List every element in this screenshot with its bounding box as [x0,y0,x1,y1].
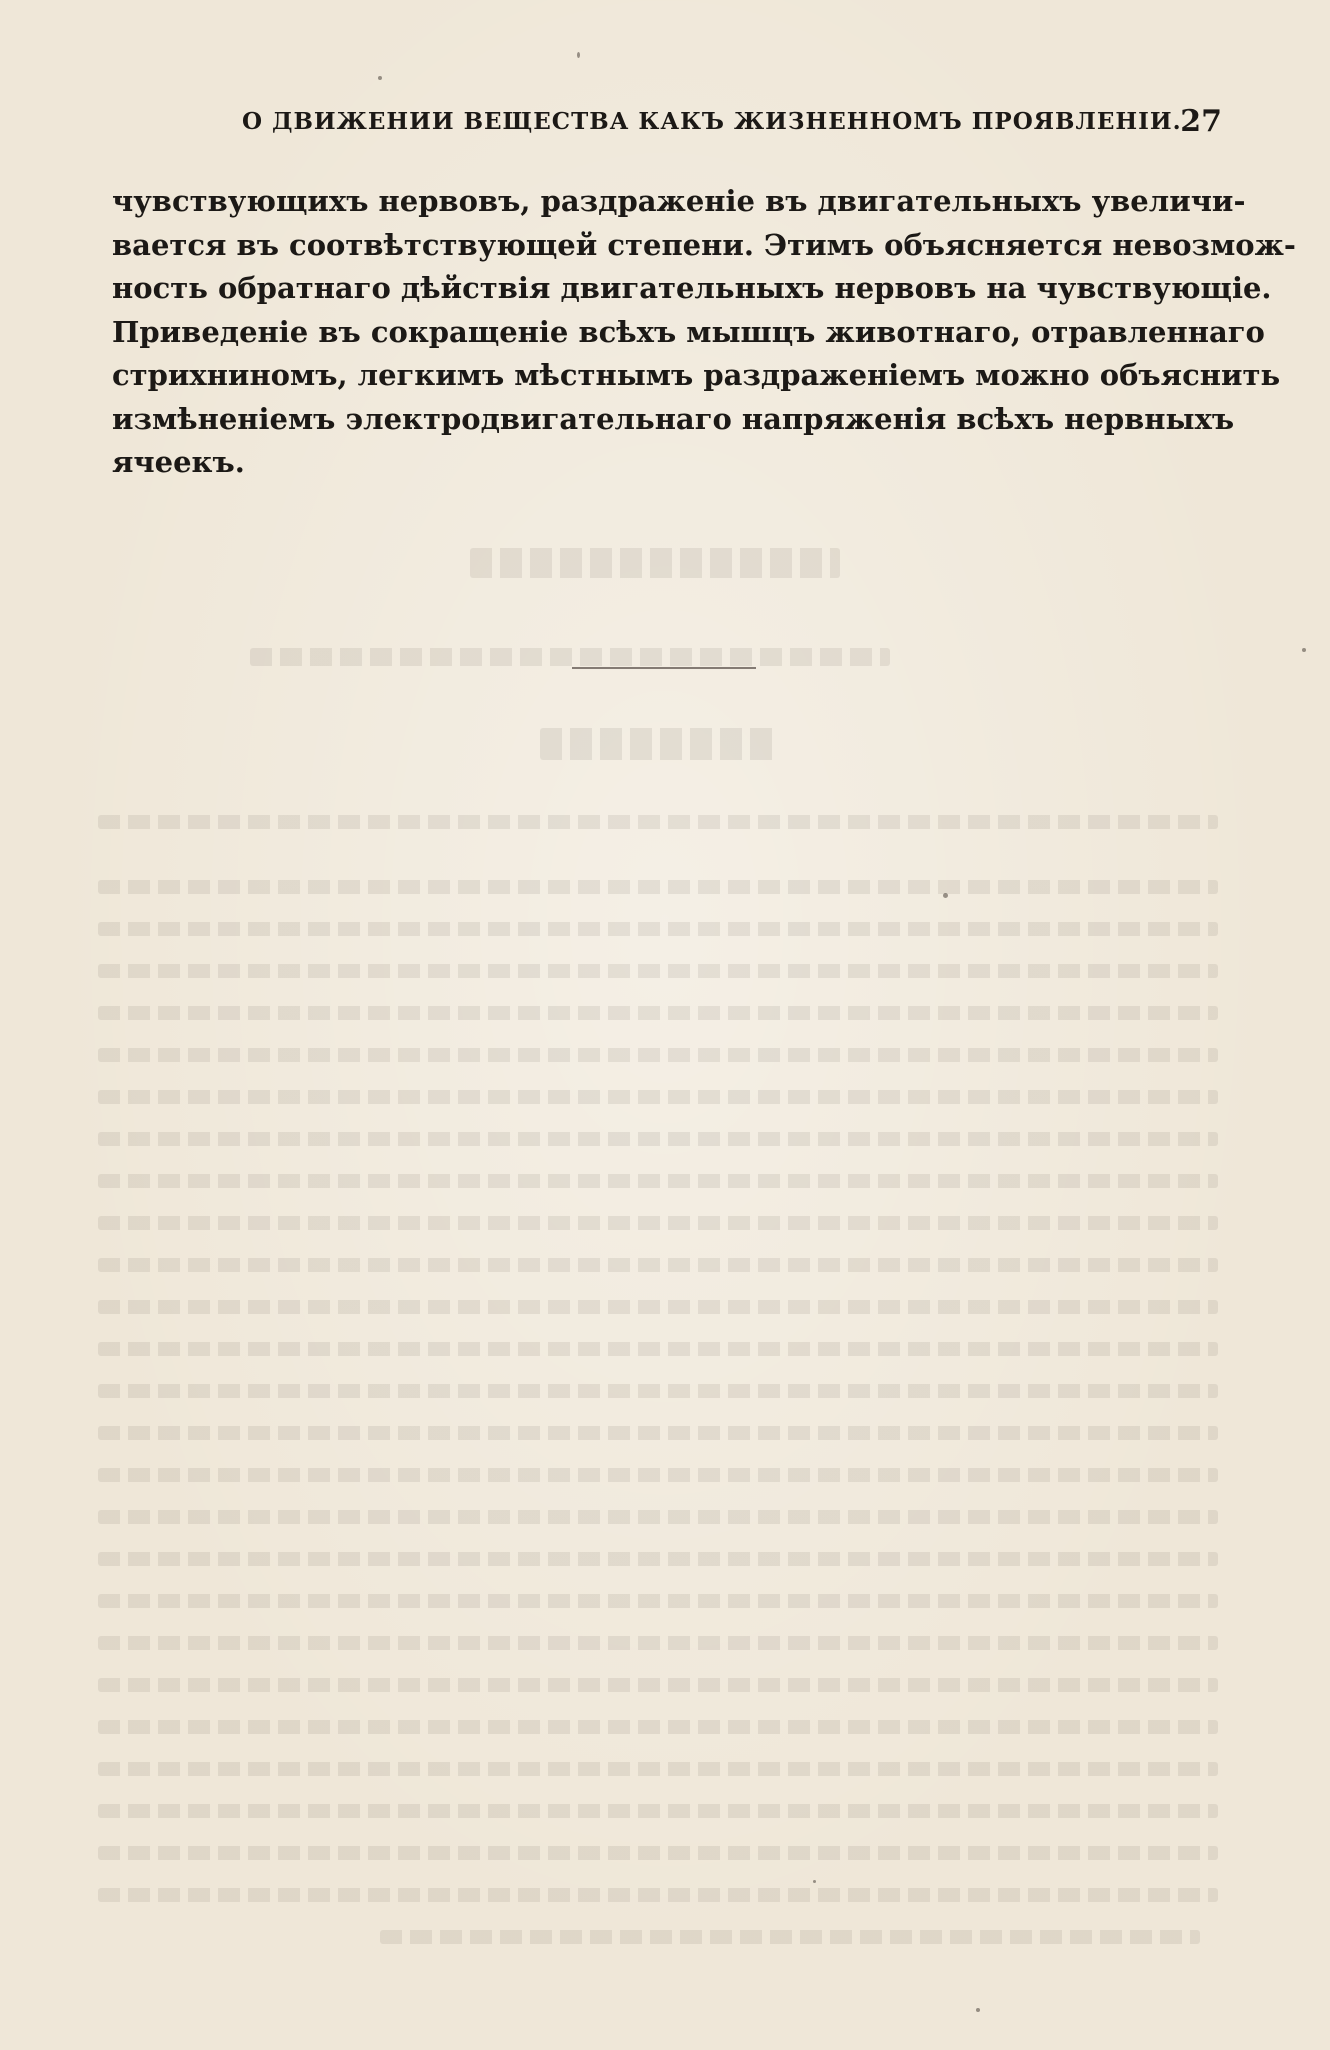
text-line: измѣненіемъ электродвигательнаго напряженія всѣхъ нервныхъ [112,401,1235,436]
ghost-rule [572,667,756,669]
running-head [112,104,1222,144]
text-line: ячеекъ. [112,445,245,479]
text-line: стрихниномъ, легкимъ мѣстнымъ раздраженіемъ можно объяснить [112,358,1281,392]
text-line: ность обратнаго дѣйствія двигательныхъ нервовъ на чувствующіе. [112,271,1272,305]
text-line: Приведеніе въ сокращеніе всѣхъ мышцъ животнаго, отравленнаго [112,314,1265,349]
page-number: 27 [1180,104,1222,139]
running-head-title: О ДВИЖЕНИИ ВЕЩЕСТВА КАКЪ ЖИЗНЕННОМЪ ПРОЯВЛЕНІИ. [242,108,1182,135]
text-line: чувствующихъ нервовъ, раздраженіе въ двигательныхъ увеличи- [112,184,1246,218]
ghost-section-heading [0,535,1330,599]
body-paragraph [112,180,1296,485]
text-line: вается въ соотвѣтствующей степени. Этимъ объясняется невозмож- [112,227,1296,262]
